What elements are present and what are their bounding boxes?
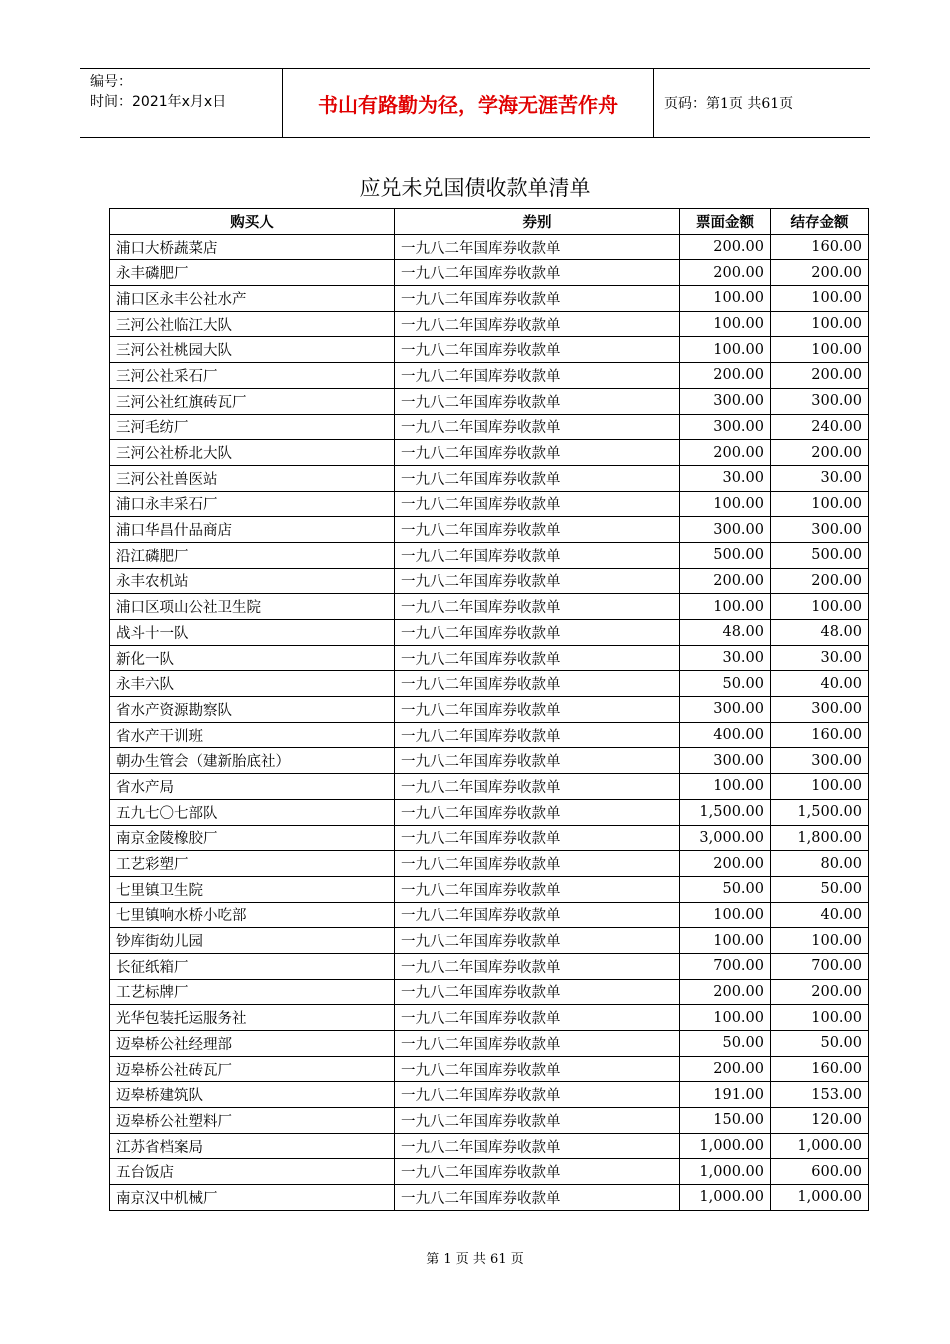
bond-type-cell: 一九八二年国库券收款单 [395,1056,680,1082]
bond-type-cell: 一九八二年国库券收款单 [395,774,680,800]
bond-type-cell: 一九八二年国库券收款单 [395,851,680,877]
header-meta [80,69,282,137]
face-amount-cell: 200.00 [680,568,771,594]
face-amount-cell: 50.00 [680,671,771,697]
bond-type-cell: 一九八二年国库券收款单 [395,311,680,337]
bond-type-cell: 一九八二年国库券收款单 [395,1159,680,1185]
buyer-cell: 沿江磷肥厂 [110,542,395,568]
table-header-row [110,209,869,235]
face-amount-cell: 200.00 [680,260,771,286]
buyer-cell: 七里镇响水桥小吃部 [110,902,395,928]
face-amount-cell: 100.00 [680,1005,771,1031]
table-row [110,465,869,491]
bond-type-cell: 一九八二年国库券收款单 [395,1133,680,1159]
table-row [110,799,869,825]
buyer-cell: 省水产资源勘察队 [110,697,395,723]
table-row [110,851,869,877]
balance-amount-cell: 40.00 [771,902,869,928]
bond-type-cell: 一九八二年国库券收款单 [395,645,680,671]
balance-amount-cell: 153.00 [771,1082,869,1108]
table-row [110,286,869,312]
bond-type-cell: 一九八二年国库券收款单 [395,1082,680,1108]
balance-amount-cell: 30.00 [771,465,869,491]
bond-type-cell: 一九八二年国库券收款单 [395,594,680,620]
buyer-cell: 七里镇卫生院 [110,876,395,902]
balance-amount-cell: 48.00 [771,620,869,646]
balance-amount-cell: 100.00 [771,1005,869,1031]
buyer-cell: 长征纸箱厂 [110,953,395,979]
table-row [110,1031,869,1057]
page-footer: 第 1 页 共 61 页 [426,1252,524,1267]
table-row [110,337,869,363]
buyer-cell: 浦口区永丰公社水产 [110,286,395,312]
face-amount-cell: 100.00 [680,774,771,800]
table-row [110,414,869,440]
bond-type-cell: 一九八二年国库券收款单 [395,953,680,979]
table-row [110,1108,869,1134]
balance-amount-cell: 50.00 [771,876,869,902]
face-amount-cell: 200.00 [680,440,771,466]
face-amount-cell: 50.00 [680,1031,771,1057]
bond-type-cell: 一九八二年国库券收款单 [395,620,680,646]
table-row [110,388,869,414]
balance-amount-cell: 700.00 [771,953,869,979]
page-header [80,68,870,138]
buyer-cell: 三河公社桃园大队 [110,337,395,363]
bond-type-cell: 一九八二年国库券收款单 [395,414,680,440]
table-row [110,1005,869,1031]
face-amount-cell: 300.00 [680,748,771,774]
buyer-cell: 浦口大桥蔬菜店 [110,234,395,260]
document-number: 编号： [90,74,132,90]
balance-amount-cell: 100.00 [771,491,869,517]
table-row [110,979,869,1005]
balance-amount-cell: 1,000.00 [771,1185,869,1211]
table-row [110,440,869,466]
face-amount-cell: 100.00 [680,594,771,620]
bond-type-cell: 一九八二年国库券收款单 [395,1185,680,1211]
face-amount-cell: 1,000.00 [680,1133,771,1159]
balance-amount-cell: 300.00 [771,697,869,723]
bond-type-cell: 一九八二年国库券收款单 [395,491,680,517]
bond-type-cell: 一九八二年国库券收款单 [395,697,680,723]
bond-type-cell: 一九八二年国库券收款单 [395,337,680,363]
buyer-cell: 迈皋桥公社塑料厂 [110,1108,395,1134]
bond-type-cell: 一九八二年国库券收款单 [395,979,680,1005]
balance-amount-cell: 200.00 [771,363,869,389]
balance-amount-cell: 500.00 [771,542,869,568]
bond-type-cell: 一九八二年国库券收款单 [395,542,680,568]
bond-type-cell: 一九八二年国库券收款单 [395,517,680,543]
header-slogan: 书山有路勤为径，学海无涯苦作舟 [282,69,654,137]
face-amount-cell: 50.00 [680,876,771,902]
buyer-cell: 工艺彩塑厂 [110,851,395,877]
table-row [110,1159,869,1185]
table-row [110,645,869,671]
bond-type-cell: 一九八二年国库券收款单 [395,234,680,260]
face-amount-cell: 1,000.00 [680,1159,771,1185]
bond-type-cell: 一九八二年国库券收款单 [395,1031,680,1057]
table-row [110,363,869,389]
buyer-cell: 光华包装托运服务社 [110,1005,395,1031]
balance-amount-cell: 160.00 [771,234,869,260]
column-header-face-amount: 票面金额 [680,209,771,235]
bond-type-cell: 一九八二年国库券收款单 [395,876,680,902]
bond-type-cell: 一九八二年国库券收款单 [395,388,680,414]
balance-amount-cell: 30.00 [771,645,869,671]
face-amount-cell: 200.00 [680,1056,771,1082]
bond-type-cell: 一九八二年国库券收款单 [395,825,680,851]
bond-type-cell: 一九八二年国库券收款单 [395,1108,680,1134]
document-title: 应兑未兑国债收款单清单 [359,176,591,200]
face-amount-cell: 300.00 [680,414,771,440]
face-amount-cell: 100.00 [680,311,771,337]
bond-type-cell: 一九八二年国库券收款单 [395,902,680,928]
balance-amount-cell: 160.00 [771,722,869,748]
balance-amount-cell: 160.00 [771,1056,869,1082]
balance-amount-cell: 600.00 [771,1159,869,1185]
face-amount-cell: 300.00 [680,388,771,414]
buyer-cell: 三河毛纺厂 [110,414,395,440]
face-amount-cell: 1,000.00 [680,1185,771,1211]
face-amount-cell: 150.00 [680,1108,771,1134]
balance-amount-cell: 240.00 [771,414,869,440]
buyer-cell: 三河公社采石厂 [110,363,395,389]
bond-type-cell: 一九八二年国库券收款单 [395,568,680,594]
face-amount-cell: 100.00 [680,902,771,928]
balance-amount-cell: 200.00 [771,440,869,466]
bond-type-cell: 一九八二年国库券收款单 [395,799,680,825]
face-amount-cell: 300.00 [680,517,771,543]
balance-amount-cell: 200.00 [771,979,869,1005]
balance-amount-cell: 80.00 [771,851,869,877]
buyer-cell: 五九七〇七部队 [110,799,395,825]
bond-type-cell: 一九八二年国库券收款单 [395,722,680,748]
balance-amount-cell: 100.00 [771,928,869,954]
buyer-cell: 南京汉中机械厂 [110,1185,395,1211]
balance-amount-cell: 1,500.00 [771,799,869,825]
face-amount-cell: 100.00 [680,928,771,954]
balance-amount-cell: 50.00 [771,1031,869,1057]
bond-type-cell: 一九八二年国库券收款单 [395,286,680,312]
table-row [110,260,869,286]
buyer-cell: 三河公社兽医站 [110,465,395,491]
face-amount-cell: 500.00 [680,542,771,568]
buyer-cell: 新化一队 [110,645,395,671]
buyer-cell: 迈皋桥公社经理部 [110,1031,395,1057]
balance-amount-cell: 100.00 [771,337,869,363]
buyer-cell: 三河公社桥北大队 [110,440,395,466]
table-row [110,620,869,646]
buyer-cell: 省水产干训班 [110,722,395,748]
table-row [110,748,869,774]
buyer-cell: 战斗十一队 [110,620,395,646]
column-header-bond-type: 券别 [395,209,680,235]
bond-type-cell: 一九八二年国库券收款单 [395,440,680,466]
table-row [110,953,869,979]
buyer-cell: 永丰农机站 [110,568,395,594]
face-amount-cell: 48.00 [680,620,771,646]
header-page-info: 页码：第1页 共61页 [664,96,794,112]
column-header-balance-amount: 结存金额 [771,209,869,235]
table-row [110,311,869,337]
balance-amount-cell: 100.00 [771,311,869,337]
bond-type-cell: 一九八二年国库券收款单 [395,928,680,954]
buyer-cell: 迈皋桥公社砖瓦厂 [110,1056,395,1082]
table-row [110,825,869,851]
balance-amount-cell: 120.00 [771,1108,869,1134]
face-amount-cell: 1,500.00 [680,799,771,825]
face-amount-cell: 400.00 [680,722,771,748]
table-row [110,568,869,594]
table-body [110,234,869,1210]
table-row [110,594,869,620]
buyer-cell: 永丰六队 [110,671,395,697]
table-row [110,1185,869,1211]
face-amount-cell: 700.00 [680,953,771,979]
face-amount-cell: 200.00 [680,851,771,877]
bond-type-cell: 一九八二年国库券收款单 [395,363,680,389]
buyer-cell: 迈皋桥建筑队 [110,1082,395,1108]
face-amount-cell: 30.00 [680,645,771,671]
balance-amount-cell: 300.00 [771,388,869,414]
bond-type-cell: 一九八二年国库券收款单 [395,465,680,491]
buyer-cell: 永丰磷肥厂 [110,260,395,286]
table-row [110,697,869,723]
table-row [110,722,869,748]
balance-amount-cell: 100.00 [771,774,869,800]
bond-type-cell: 一九八二年国库券收款单 [395,260,680,286]
face-amount-cell: 200.00 [680,979,771,1005]
table-row [110,671,869,697]
table-row [110,542,869,568]
balance-amount-cell: 200.00 [771,568,869,594]
document-date: 时间：2021年x月x日 [90,94,227,110]
buyer-cell: 浦口区项山公社卫生院 [110,594,395,620]
face-amount-cell: 100.00 [680,286,771,312]
table-row [110,902,869,928]
balance-amount-cell: 200.00 [771,260,869,286]
face-amount-cell: 100.00 [680,337,771,363]
table-row [110,1082,869,1108]
table-row [110,1133,869,1159]
table-row [110,774,869,800]
buyer-cell: 三河公社红旗砖瓦厂 [110,388,395,414]
buyer-cell: 三河公社临江大队 [110,311,395,337]
bond-receipt-table [109,208,869,1211]
balance-amount-cell: 1,800.00 [771,825,869,851]
face-amount-cell: 3,000.00 [680,825,771,851]
balance-amount-cell: 300.00 [771,748,869,774]
face-amount-cell: 30.00 [680,465,771,491]
face-amount-cell: 191.00 [680,1082,771,1108]
table-row [110,876,869,902]
bond-type-cell: 一九八二年国库券收款单 [395,748,680,774]
buyer-cell: 五台饭店 [110,1159,395,1185]
table-row [110,491,869,517]
balance-amount-cell: 100.00 [771,594,869,620]
buyer-cell: 浦口华昌什品商店 [110,517,395,543]
column-header-buyer: 购买人 [110,209,395,235]
buyer-cell: 工艺标牌厂 [110,979,395,1005]
face-amount-cell: 200.00 [680,363,771,389]
face-amount-cell: 200.00 [680,234,771,260]
table-row [110,928,869,954]
buyer-cell: 江苏省档案局 [110,1133,395,1159]
buyer-cell: 钞库街幼儿园 [110,928,395,954]
buyer-cell: 浦口永丰采石厂 [110,491,395,517]
table-row [110,1056,869,1082]
buyer-cell: 省水产局 [110,774,395,800]
table-row [110,234,869,260]
bond-type-cell: 一九八二年国库券收款单 [395,1005,680,1031]
balance-amount-cell: 100.00 [771,286,869,312]
bond-type-cell: 一九八二年国库券收款单 [395,671,680,697]
balance-amount-cell: 40.00 [771,671,869,697]
buyer-cell: 南京金陵橡胶厂 [110,825,395,851]
balance-amount-cell: 1,000.00 [771,1133,869,1159]
balance-amount-cell: 300.00 [771,517,869,543]
buyer-cell: 朝办生管会（建新胎底社） [110,748,395,774]
table-row [110,517,869,543]
face-amount-cell: 100.00 [680,491,771,517]
face-amount-cell: 300.00 [680,697,771,723]
